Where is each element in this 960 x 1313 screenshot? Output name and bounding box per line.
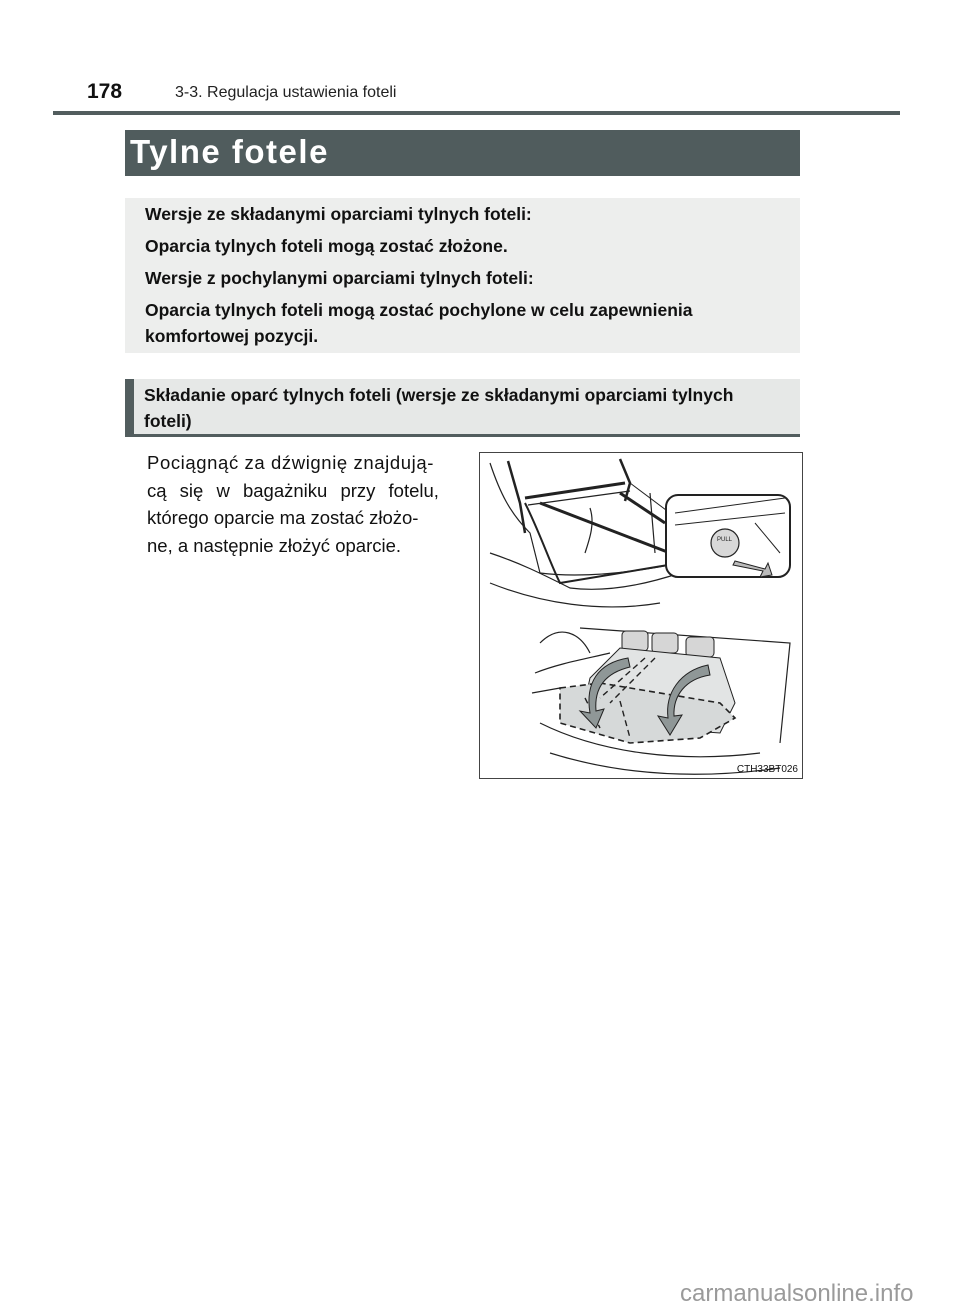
- subheading-box: [125, 379, 800, 437]
- header-rule: [53, 111, 900, 115]
- summary-line: komfortowej pozycji.: [145, 326, 319, 346]
- instruction-line: ne, a następnie złożyć oparcie.: [147, 534, 402, 556]
- summary-box: [125, 198, 800, 353]
- watermark: carmanualsonline.info: [680, 1280, 914, 1307]
- pull-label: PULL: [717, 537, 733, 543]
- section-title-bar: [125, 130, 800, 176]
- summary-line: Oparcia tylnych foteli mogą zostać złożone.: [145, 236, 508, 256]
- instruction-line: Pociągnąć za dźwignię znajdują-: [147, 452, 435, 473]
- subheading: Składanie oparć tylnych foteli (wersje ze składanymi oparciami tylnych foteli): [144, 385, 734, 431]
- section-path: 3-3. Regulacja ustawienia foteli: [175, 84, 397, 101]
- summary-line: Wersje z pochylanymi oparciami tylnych foteli:: [145, 268, 534, 288]
- figure-code: CTH33BT026: [736, 764, 798, 775]
- page-number: 178: [87, 80, 123, 103]
- illustration-figure: [479, 452, 803, 779]
- summary-line: Wersje ze składanymi oparciami tylnych foteli:: [145, 204, 532, 224]
- instruction-text: [147, 449, 463, 559]
- subheading-accent-bar: [125, 379, 134, 437]
- section-title: Tylne fotele: [130, 133, 329, 170]
- page-header: [53, 78, 900, 116]
- instruction-line: którego oparcie ma zostać złożo-: [147, 507, 419, 528]
- trunk-and-seat-illustration: [480, 453, 802, 778]
- instruction-line: cą się w bagażniku przy fotelu,: [147, 479, 439, 501]
- summary-line: Oparcia tylnych foteli mogą zostać pochylone w celu zapewnienia: [145, 300, 693, 320]
